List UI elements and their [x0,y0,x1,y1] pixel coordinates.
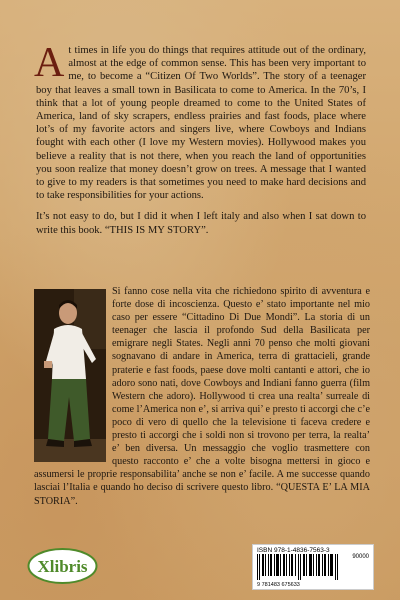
drop-cap: A [34,40,65,86]
publisher-name: Xlibris [37,557,88,576]
barcode-bars [257,554,341,580]
english-paragraph-1 [34,40,366,202]
barcode-digits: 9 781483 675633 [257,582,300,588]
english-paragraph-2: It’s not easy to do, but I did it when I left italy and also when I sat down to write this book. “THIS IS MY STORY”. [36,211,366,236]
isbn-text: ISBN 978-1-4836-7563-3 [257,547,330,554]
price-code: 90000 [352,554,369,560]
italian-paragraph: Si fanno cose nella vita che richiedono spirito di avventura e forte dose di incoscienza. Questo e’ stato importante nel mio caso per essere “Cittadino Di Due Mondi”. La storia di un teenager che lascia il profondo Sud della Basilicata per emigrare negli States. Negli anni 70 penso che molti giovani sognavano di andare in America, terra di grattacieli, grande praterie e fast foods, paese dove molti cantanti e attori, che io adoro sono nati, dove Cowboys and Indiani fanno guerra (film Western che adoro). Hollywood ti crea una realta’ surreale di come l’America non e’, si arriva qui’ e presto ti accorgi che c’e poco di vero di quello che la televisione ti faceva credere e presto ti accorgi che i soldi non si trovono per terra, la realta’ e’ ben diversa. Un messaggio che voglio trasmettere con questo racconto e’ che a volte bisogna mettersi in gioco e assumersi le proprie responsabilita’ anche se non e’ facile. A me successe quando lasciai l’Italia e quando ho deciso di scrivere questo libro. “QUESTA E’ LA MIA STORIA”. [34,286,370,507]
photo-spacer [34,285,112,463]
barcode [252,544,374,590]
publisher-logo [27,547,98,585]
italian-blurb [34,285,370,508]
english-blurb [34,40,366,245]
english-paragraph-1-text: t times in life you do things that requires attitude out of the ordinary, almost at the edge of common sense. This has been very important to me, to become a “Citizen Of Two Worlds”. The story of a teenager boy that leaves a small town in Basilicata to come to America. In the 70’s, I think that a lot of young people dreamed to come to the United States of America, land of sky scrapers, endless prairies and fast foods, place where lot’s of my favorite actors and singers live, where Cowboys and Indians fought with each other (I love my Western movies). Hollywood makes you believe a reality that is not there, when you reach the land of opportunities you soon realize that money doesn’t grow on trees. A message that I wanted to give to my readers is that sometimes you need to make hard decisions and to take responsibilities for your actions. [36,45,366,202]
